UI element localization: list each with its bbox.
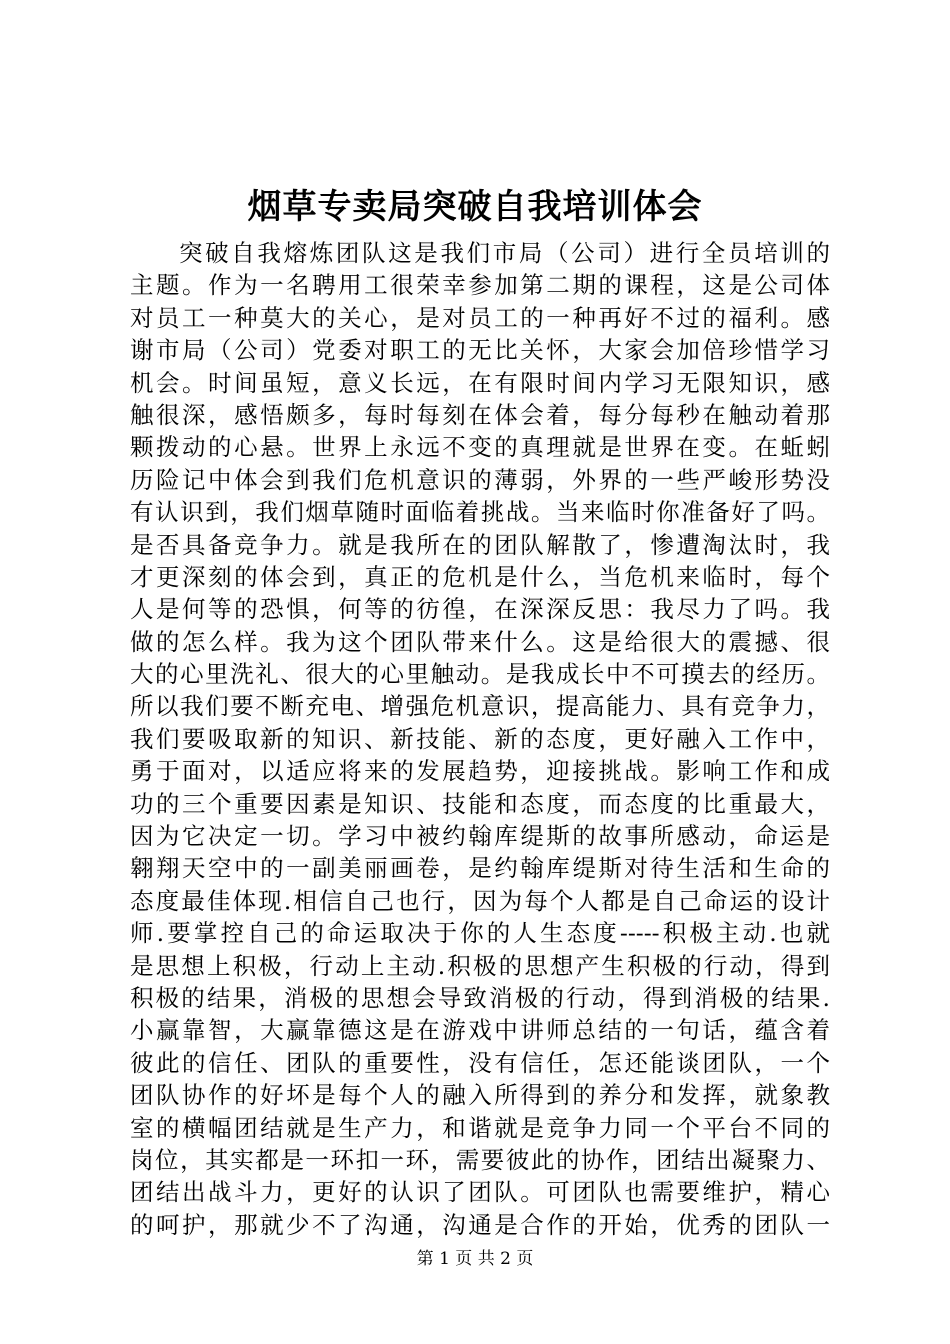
page-number-footer: 第 1 页 共 2 页: [416, 1249, 534, 1269]
body-line: 岗位，其实都是一环扣一环，需要彼此的协作，团结出凝聚力、: [130, 1145, 830, 1174]
body-line: 彼此的信任、团队的重要性，没有信任，怎还能谈团队，一个: [130, 1048, 830, 1077]
body-line: 触很深，感悟颇多，每时每刻在体会着，每分每秒在触动着那: [130, 400, 830, 429]
body-line: 是思想上积极，行动上主动.积极的思想产生积极的行动，得到: [130, 951, 830, 980]
body-line: 才更深刻的体会到，真正的危机是什么，当危机来临时，每个: [130, 562, 830, 591]
body-line: 主题。作为一名聘用工很荣幸参加第二期的课程，这是公司体: [130, 271, 830, 300]
body-line: 积极的结果，消极的思想会导致消极的行动，得到消极的结果.: [130, 983, 830, 1012]
body-line: 勇于面对，以适应将来的发展趋势，迎接挑战。影响工作和成: [130, 757, 830, 786]
body-line: 因为它决定一切。学习中被约翰库缇斯的故事所感动，命运是: [130, 822, 830, 851]
body-line: 有认识到，我们烟草随时面临着挑战。当来临时你准备好了吗。: [130, 498, 830, 527]
body-line: 小赢靠智，大赢靠德这是在游戏中讲师总结的一句话，蕴含着: [130, 1016, 830, 1045]
body-line: 态度最佳体现.相信自己也行，因为每个人都是自己命运的设计: [130, 886, 830, 915]
body-line: 历险记中体会到我们危机意识的薄弱，外界的一些严峻形势没: [130, 465, 830, 494]
document-body: [130, 237, 830, 1241]
body-line: 谢市局（公司）党委对职工的无比关怀，大家会加倍珍惜学习: [130, 336, 830, 365]
body-line: 我们要吸取新的知识、新技能、新的态度，更好融入工作中，: [130, 724, 830, 753]
document-title: 烟草专卖局突破自我培训体会: [247, 187, 703, 227]
body-line: 翱翔天空中的一副美丽画卷，是约翰库缇斯对待生活和生命的: [130, 854, 830, 883]
body-line: 功的三个重要因素是知识、技能和态度，而态度的比重最大，: [130, 789, 830, 818]
body-line: 师.要掌控自己的命运取决于你的人生态度-----积极主动.也就: [130, 919, 830, 948]
body-line: 的呵护，那就少不了沟通，沟通是合作的开始，优秀的团队一: [130, 1210, 830, 1239]
body-line: 对员工一种莫大的关心，是对员工的一种再好不过的福利。感: [130, 303, 830, 332]
body-line: 突破自我熔炼团队这是我们市局（公司）进行全员培训的: [179, 239, 830, 267]
body-line: 机会。时间虽短，意义长远，在有限时间内学习无限知识，感: [130, 368, 830, 397]
body-line: 所以我们要不断充电、增强危机意识，提高能力、具有竞争力，: [130, 692, 830, 721]
body-line: 团队协作的好坏是每个人的融入所得到的养分和发挥，就象教: [130, 1081, 830, 1110]
body-line: 大的心里洗礼、很大的心里触动。是我成长中不可摸去的经历。: [130, 660, 830, 689]
body-line: 团结出战斗力，更好的认识了团队。可团队也需要维护，精心: [130, 1178, 830, 1207]
body-line: 是否具备竞争力。就是我所在的团队解散了，惨遭淘汰时，我: [130, 530, 830, 559]
body-line: 做的怎么样。我为这个团队带来什么。这是给很大的震撼、很: [130, 627, 830, 656]
body-line: 室的横幅团结就是生产力，和谐就是竞争力同一个平台不同的: [130, 1113, 830, 1142]
body-line: 颗拨动的心悬。世界上永远不变的真理就是世界在变。在蚯蚓: [130, 433, 830, 462]
body-line: 人是何等的恐惧，何等的彷徨，在深深反思：我尽力了吗。我: [130, 595, 830, 624]
